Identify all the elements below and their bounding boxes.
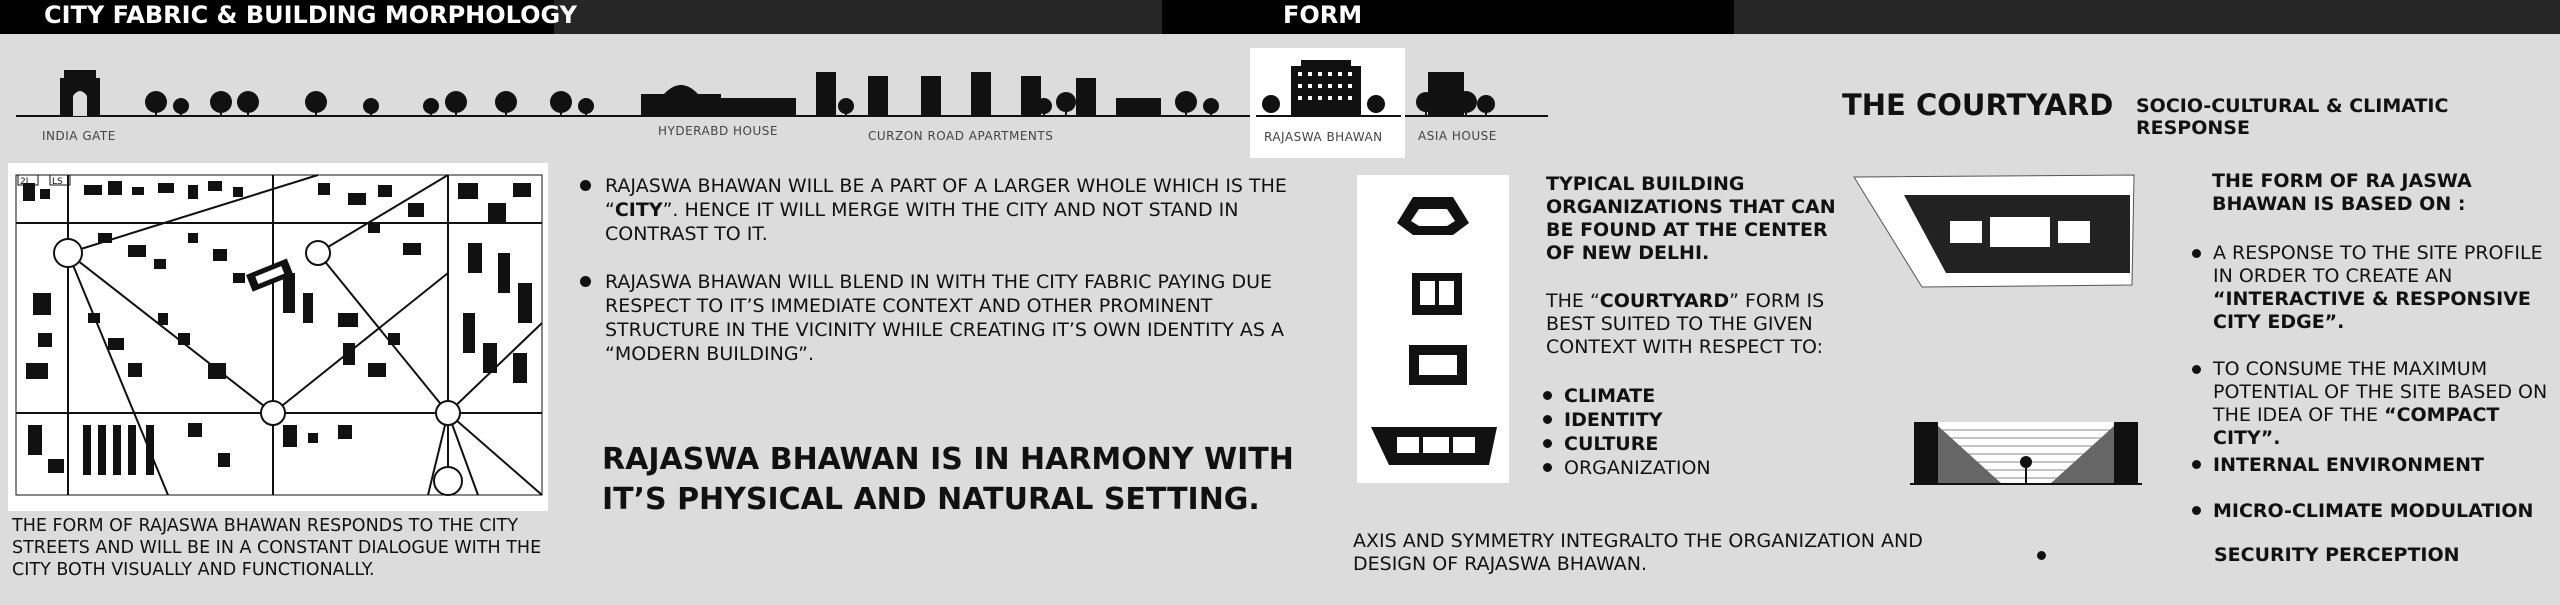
asia-house-silhouette [1428, 72, 1464, 116]
courtyard-title: THE COURTYARD [1842, 88, 2114, 122]
city-map-drawing [8, 163, 548, 511]
typology-courtyard-text: THE “COURTYARD” FORM IS BEST SUITED TO THE GIVEN CONTEXT WITH RESPECT TO: [1546, 290, 1825, 358]
label-asia-house: ASIA HOUSE [1418, 129, 1497, 143]
bullet-icon [580, 276, 591, 287]
form-basis-item-3: INTERNAL ENVIRONMENT [2192, 453, 2552, 477]
typology-item-culture: CULTURE [1543, 432, 1711, 456]
site-plan-drawing [1850, 165, 2140, 295]
section-drawing [1910, 418, 2142, 488]
typology-panel [1357, 175, 1509, 483]
typology-item-identity: IDENTITY [1543, 408, 1711, 432]
bullet-icon [1543, 439, 1552, 448]
header-left-title: CITY FABRIC & BUILDING MORPHOLOGY [44, 1, 578, 29]
harmony-statement: RAJASWA BHAWAN IS IN HARMONY WITH IT’S PHYSICAL AND NATURAL SETTING. [602, 442, 1294, 517]
map-caption: THE FORM OF RAJASWA BHAWAN RESPONDS TO THE CITY STREETS AND WILL BE IN A CONSTANT DIALOGUE WITH THE CITY BOTH VISUALLY AND FUNCTIONALLY. [12, 516, 542, 580]
map-label-2j: 2J [20, 177, 29, 187]
typology-diagrams [1357, 175, 1509, 483]
label-curzon-road: CURZON ROAD APARTMENTS [868, 129, 1054, 143]
map-label-ls: LS [52, 177, 63, 187]
form-basis-item-4: MICRO-CLIMATE MODULATION [2192, 499, 2552, 523]
form-basis-item-5: SECURITY PERCEPTION [2214, 544, 2460, 566]
bullet-icon [1543, 463, 1552, 472]
bullet-icon [580, 180, 591, 191]
typology-heading: TYPICAL BUILDING ORGANIZATIONS THAT CAN BE FOUND AT THE CENTER OF NEW DELHI. [1546, 173, 1836, 264]
bullet-icon [2037, 551, 2046, 560]
city-emphasis: CITY [614, 199, 663, 221]
bullet-icon [2192, 249, 2201, 258]
label-hyderabad-house: HYDERABD HOUSE [658, 124, 778, 138]
typology-item-organization: ORGANIZATION [1543, 456, 1711, 480]
typology-trapezoid [1371, 427, 1497, 465]
bullet-icon [2192, 365, 2201, 374]
hyderabad-house-silhouette [641, 85, 796, 116]
header-center-block [1162, 0, 1734, 34]
label-rajaswa-bhawan: RAJASWA BHAWAN [1264, 130, 1383, 144]
curzon-road-towers [816, 72, 1161, 116]
header-center-title: FORM [1283, 1, 1363, 29]
city-point-2: RAJASWA BHAWAN WILL BLEND IN WITH THE CITY FABRIC PAYING DUE RESPECT TO IT’S IMMEDIATE CONTEXT AND OTHER PROMINENT STRUCTURE IN THE VICINITY WHILE CREATING IT’S OWN IDENTITY AS A “MODERN BUILDING”. [580, 270, 1325, 366]
bullet-icon [2192, 506, 2201, 515]
label-india-gate: INDIA GATE [42, 129, 116, 143]
bullet-icon [1543, 415, 1552, 424]
bullet-icon [1543, 391, 1552, 400]
typology-courtyard [1409, 345, 1467, 385]
city-point-1: RAJASWA BHAWAN WILL BE A PART OF A LARGER WHOLE WHICH IS THE “CITY”. HENCE IT WILL MERGE WITH THE CITY AND NOT STAND IN CONTRAST TO IT. [580, 174, 1325, 246]
form-basis-item-2: TO CONSUME THE MAXIMUM POTENTIAL OF THE SITE BASED ON THE IDEA OF THE “COMPACT CITY”. [2192, 358, 2552, 450]
typology-list [1543, 384, 1711, 480]
bullet-icon [2192, 460, 2201, 469]
courtyard-subtitle: SOCIO-CULTURAL & CLIMATIC RESPONSE [2136, 95, 2449, 139]
city-map-panel [8, 163, 548, 511]
form-basis-heading: THE FORM OF RA JASWA BHAWAN IS BASED ON : [2212, 170, 2472, 215]
typology-triangle [1397, 197, 1469, 235]
form-basis-item-1: A RESPONSE TO THE SITE PROFILE IN ORDER TO CREATE AN “INTERACTIVE & RESPONSIVE CITY EDGE”. [2192, 242, 2552, 334]
axis-note: AXIS AND SYMMETRY INTEGRALTO THE ORGANIZATION AND DESIGN OF RAJASWA BHAWAN. [1353, 530, 1923, 575]
typology-square [1412, 273, 1462, 315]
india-gate-silhouette [60, 70, 100, 116]
typology-item-climate: CLIMATE [1543, 384, 1711, 408]
